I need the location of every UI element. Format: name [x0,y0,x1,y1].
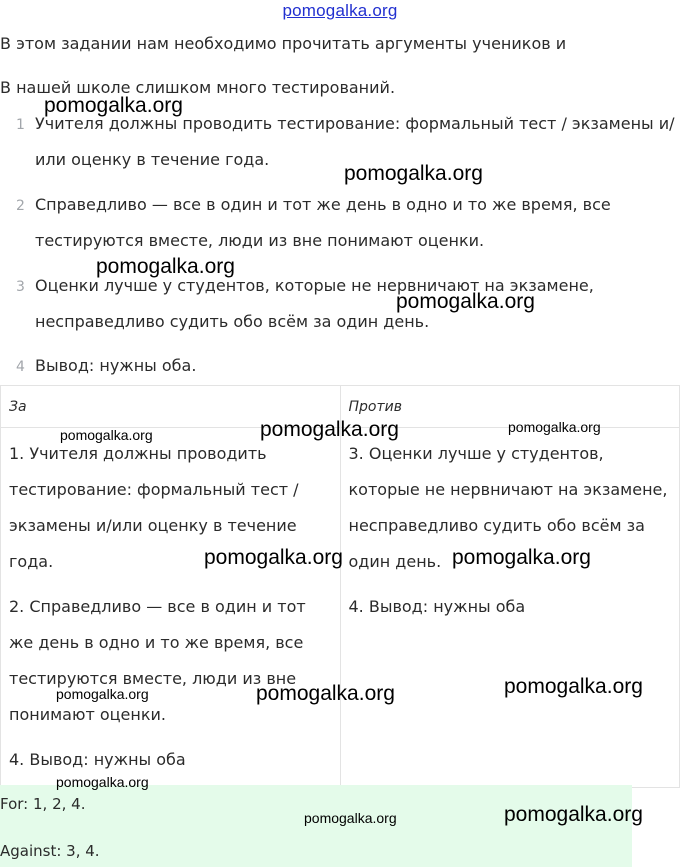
against-cell [340,428,680,788]
header-against: Против [340,386,680,428]
for-against-table [0,385,680,788]
watermark: pomogalka.org [260,418,399,441]
watermark: pomogalka.org [96,255,235,278]
watermark: pomogalka.org [56,686,149,702]
watermark: pomogalka.org [452,546,591,569]
watermark: pomogalka.org [304,810,397,826]
list-item-number: 3 [16,279,25,295]
topic-statement: В нашей школе слишком много тестирований. [0,78,396,97]
answer-box [0,785,632,867]
list-item: Вывод: нужны оба. [35,356,197,375]
watermark: pomogalka.org [56,774,149,790]
watermark: pomogalka.org [504,803,643,826]
list-item: Справедливо — все в один и тот же день в одно и то же время, все тестируются вместе, люди из вне понимают оценки. [35,195,611,250]
watermark: pomogalka.org [44,94,183,117]
watermark: pomogalka.org [256,682,395,705]
against-argument: 3. Оценки лучше у студентов, которые не нервничают на экзамене, несправедливо судить обо всём за один день. [348,444,668,571]
list-item: Учителя должны проводить тестирование: формальный тест / экзамены и/или оценку в течение года. [35,114,675,169]
watermark: pomogalka.org [344,162,483,185]
list-item-number: 1 [16,117,25,133]
watermark: pomogalka.org [504,675,643,698]
for-cell [1,428,341,788]
list-item-number: 4 [16,359,25,375]
header-for: За [1,386,341,428]
against-argument: 4. Вывод: нужны оба [348,597,526,616]
answer-for-line: For: 1, 2, 4. [0,795,86,813]
for-argument: 4. Вывод: нужны оба [9,750,186,769]
answer-against-line: Against: 3, 4. [0,842,100,860]
for-argument: 2. Справедливо — все в один и тот же день в одно и то же время, все тестируются вместе, люди из вне понимают оценки. [9,597,306,724]
list-item-number: 2 [16,198,25,214]
list-item: Оценки лучше у студентов, которые не нервничают на экзамене, несправедливо судить обо всём за один день. [35,276,594,331]
for-argument: 1. Учителя должны проводить тестирование: формальный тест / экзамены и/или оценку в течение года. [9,444,299,571]
watermark: pomogalka.org [396,290,535,313]
intro-text: В этом задании нам необходимо прочитать аргументы учеников и [0,34,567,53]
site-link[interactable]: pomogalka.org [282,1,398,20]
watermark: pomogalka.org [204,546,343,569]
watermark: pomogalka.org [508,419,601,435]
watermark: pomogalka.org [60,427,153,443]
